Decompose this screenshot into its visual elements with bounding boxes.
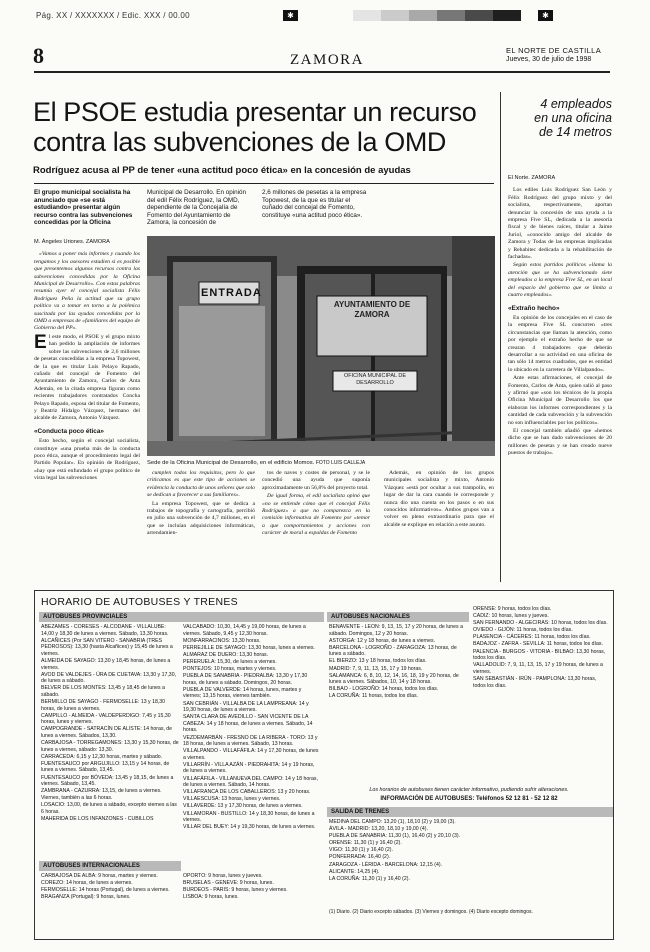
column-subheading: «Conducta poco ética» <box>34 427 104 435</box>
schedule-entry: VILLAESCUSA: 13 horas, lunes y viernes. <box>183 796 281 803</box>
photo-sign-ayuntamiento: AYUNTAMIENTO DE ZAMORA <box>333 300 411 319</box>
schedule-entry: LA CORUÑA: 11 horas, todos los días. <box>329 693 418 700</box>
schedule-entry: VILLALPANDO - VILLAFÁFILA: 14 y 17,30 horas, de lunes a viernes. <box>183 748 319 761</box>
article-paragraph: El este modo, el PSOE y el grupo mixto han pedido la ampliación de informes sobre las subvenciones de 2,6 millones de pesetas concedidas a la empresa Topowest, de la que es titular Luis Pelayo Rapado, cuñado del concejal de Fomento del Ayuntamiento de Zamora, Carlos de Anta Ademán, en la citada empresa figuran como recientes trabajadores contratados Concha Pelayo Rapado, esposa del titular de Fomento, y Beatriz Hidalgo Vázquez, hermano del alcalde de Zamora, Antonio Vázquez. <box>34 331 140 422</box>
sidebar-rule <box>500 92 501 582</box>
schedule-entry: VALCABADO: 10,30, 14,45 y 19,00 horas, de lunes a viernes. Sábado, 9,45 y 12,30 horas. <box>183 624 306 637</box>
train-entry: ORENSE: 11,30 (1) y 16,40 (2). <box>329 840 402 847</box>
schedule-entry: BRUSELAS - GENEVE: 9 horas, lunes. <box>183 880 274 887</box>
article-paragraph: «Vamos a poner más informes y cuando los tengamos y los asesores estudien si es posible que presentemos algunos recursos contra las subvenciones concedidas por la Oficina Municipal de Desarrollo». Con estas palabras resumía ayer el concejal socialista Félix Rodríguez Peña la actitud que su grupo político va a tomar en torno a la polémica suscitada por las ayudas concedidas por la OMD a empresas de «familiares del equipo de Gobierno del PP». <box>34 251 140 332</box>
schedule-entry: PERERUELA: 15,30, de lunes a viernes. <box>183 658 277 665</box>
sidebar-paragraph: Ante estas afirmaciones, el concejal de Fomento, Carlos de Anta, quien salió al paso y afirmó que «son los técnicos de la propia Oficina Municipal de Desarrollo los que elaboran los informes correspondientes y la cantidad de cada subvención y la subvención no son influenciables por los políticos». <box>508 375 612 426</box>
train-entry: ÁVILA - MADRID: 13,20, 18,10 y 19,00 (4). <box>329 826 428 833</box>
photo-caption-text: Sede de la Oficina Municipal de Desarrollo, en el edificio Momos. <box>147 460 315 466</box>
schedule-note: Los horarios de autobuses tienen carácter informativo, pudiendo sufrir alteraciones. <box>369 787 569 793</box>
schedule-entry: CADIZ: 10 horas, lunes y jueves. <box>473 613 549 620</box>
photo-plaque: OFICINA MUNICIPAL DE DESARROLLO <box>343 373 407 386</box>
sidebar-headline <box>508 97 612 139</box>
schedule-entry: VILLARRÍN - VILLA AZÁN - PIEDRAHITA: 14 y 19 horas, de lunes a viernes. <box>183 761 315 775</box>
schedule-entry: LISBOA: 9 horas, lunes. <box>183 894 239 901</box>
schedule-title: HORARIO DE AUTOBUSES Y TRENES <box>41 596 238 608</box>
schedule-entry: MAHERIDA DE LOS INFANZONES - CUBILLOS <box>41 815 154 822</box>
schedule-entry: VILLAVERDE: 13 y 17,30 horas, de lunes a viernes. <box>183 803 303 810</box>
schedule-entry: CARRACEDA: 6,15 y 12,30 horas, martes y sábado. <box>41 753 163 760</box>
schedule-entry: EL BIERZO: 13 y 18 horas, todos los días. <box>329 658 427 665</box>
schedule-entry: PERREJILLE DE SAYAGO: 13,30 horas, lunes a viernes. <box>183 644 315 651</box>
schedule-trenes-list <box>329 819 607 905</box>
article-paragraph: La empresa Topowest, que se dedica a trabajos de topografía y cartografía, percibió en julio una subvención de 4,7 millones, en el que se incluían adquisiciones informáticas, arrendamien- <box>147 500 255 537</box>
article-paragraph: De igual forma, el edil socialista opinó que «no se entiende cómo que el concejal Félix Rodríguez» a que no comparezca en la comisión informativa de Fomento por «temor a que comportamientos y acciones con carácter de moral a espaldas de Fomento <box>262 493 370 537</box>
schedule-entry: BARCELONA - LOGROÑO - ZARAGOZA: 13 horas, de lunes a sábado. <box>329 644 457 658</box>
sidebar-paragraph: Los ediles Luis Rodríguez San León y Félix Rodríguez del grupo mixto y del socialista, respectivamente, aportan denunciar la concesión de una ayuda a la empresa Five SL, dedicada a la asesoría fiscal y de bienes raíces, titular a Jaime Juriol, «conocido amigo del alcalde de Zamora y Todas de las empresas implicadas y Rehabitec dedicada a la rehabilitación de fachadas». <box>508 187 612 261</box>
train-entry: MEDINA DEL CAMPO: 13,20 (1), 18,10 (2) y 19,00 (3). <box>329 819 456 825</box>
headline-line-2: contra las subvenciones de la OMD <box>33 127 447 157</box>
schedule-entry: FERMOSELLE: 14 horas (Portugal), de lunes a viernes. <box>41 887 170 894</box>
schedule-entry: MONFARRACINOS: 13,30 horas. <box>183 637 261 644</box>
schedule-entry: PUEBLA DE VALVERDE: 14 horas, lunes, martes y viernes; 13,15 horas, viernes también. <box>183 686 302 700</box>
photo-caption <box>147 460 495 466</box>
schedule-entry: BELVER DE LOS MONTES: 13,45 y 18,45 de lunes a sábado. <box>41 685 165 698</box>
photo-sign-entrada: ENTRADA <box>201 287 262 299</box>
schedule-entry: LOSACIO: 13,00, de lunes a sábado, excepto viernes a las 6 horas. <box>41 801 177 815</box>
article-column-2 <box>147 470 255 585</box>
section-title: ZAMORA <box>290 52 365 68</box>
schedule-entry: CAMPOGRANDE - SATRACÍN DE ALISTE: 14 horas, de lunes a viernes. Sábados, 13,30. <box>41 726 173 739</box>
train-entry: PONFERRADA: 16,40 (2). <box>329 854 391 861</box>
schedule-section-header: AUTOBUSES INTERNACIONALES <box>39 861 181 871</box>
schedule-entry: VILLAR DEL BUEY: 14 y 19,30 horas, de lunes a viernes. <box>183 824 316 831</box>
sidebar-byline: El Norte. ZAMORA <box>508 175 556 181</box>
lead-paragraph-3: 2,6 millones de pesetas a la empresa Topowest, de la que es titular el cuñado del concejal de Fomento, constituye «una actitud poco ética». <box>262 189 367 219</box>
schedule-entry: CARBAJOSA - TORREGAMONES: 13,30 y 15,30 horas, de lunes a viernes, sábado: 13,30. <box>41 740 179 753</box>
sidebar-headline-line: en una oficina <box>534 111 612 125</box>
schedule-entry: ALMARAZ DE DUERO: 13,30 horas. <box>183 651 269 658</box>
schedule-entry: ABEZAMES - CORESES - ALCODANE - VILLALUBE: 14,00 y 18,30 de lunes a viernes. Sábado, 13,30 horas. <box>41 624 169 637</box>
schedule-entry: BADAJOZ - ZAFRA - SEVILLA: 11 horas, todos los días. <box>473 641 603 648</box>
drop-cap: E <box>34 331 47 353</box>
schedule-section-header: SALIDA DE TRENES <box>327 807 613 817</box>
article-paragraph: tos de naves y costes de personal, y se le concedió una ayuda que suponía aproximadamente un 56,8% del proyecto total. <box>262 470 370 491</box>
schedule-entry: PALENCIA - BURGOS - VITORIA - BILBAO: 13,30 horas, todos los días. <box>473 648 606 662</box>
lead-paragraph-1: El grupo municipal socialista ha anunciado que «se está estudiando» presentar algún recurso contra las subvenciones concedidas por la Oficina <box>34 189 133 227</box>
lead-paragraph-2: Municipal de Desarrollo. En opinión del edil Félix Rodríguez, la OMD, dependiente de la Concejalía de Fomento del Ayuntamiento de Zamora, la concesión de <box>147 189 247 227</box>
schedule-internacionales-col-1 <box>41 873 179 935</box>
schedule-entry: ALCAÑICES (Por SAN VITERO - SANABRIA (TRES PEDROSOS): 13,30 (hasta Alcañices) y 15,45 de lunes a viernes. <box>41 637 173 657</box>
schedule-entry: VEZDEMARBÁN - FRESNO DE LA RIBERA - TORO: 13 y 18 horas, de lunes a viernes. Sábado, 13 horas. <box>183 734 318 748</box>
article-paragraph: cumplen todos los requisitos, pero lo que criticamos es que este tipo de acciones se evidencia la conducta de unos señores que solo se dedican a favorecer a sus familiares». <box>147 470 255 499</box>
headline-line-1: El PSOE estudia presentar un recurso <box>33 97 477 127</box>
sidebar-headline-line: 4 empleados <box>540 97 612 111</box>
schedule-entry: CARBAJOSA DE ALBA: 9 horas, martes y viernes. <box>41 873 158 879</box>
schedule-entry: ALMEIDA DE SAYAGO: 13,30 y 18,45 horas, de lunes a viernes. <box>41 657 171 671</box>
newspaper-name: EL NORTE DE CASTILLA <box>506 46 602 55</box>
sidebar-subheading: «Extraño hecho» <box>508 304 560 312</box>
article-column-3 <box>262 470 370 585</box>
schedule-entry: OPORTO: 9 horas, lunes y jueves. <box>183 873 263 879</box>
article-paragraph: Esto hecho, según el concejal socialista, constituye «una prueba más de la conducta poco ética, aunque el procedimiento legal del Partido Popular». En opinión de Rodríguez, «hay que está enfundado el grupo político de vista legal las subvenciones <box>34 438 140 482</box>
sidebar-paragraph: El concejal también añadió que «hemos dicho que se han dado subvenciones de 20 millones de pesetas y se han creado nueve puestos de trabajo». <box>508 428 612 457</box>
schedule-entry: PONTEJOS: 10 horas, martes y viernes. <box>183 666 277 673</box>
schedule-entry: PLASENCIA - CÁCERES: 11 horas, todos los días. <box>473 634 591 641</box>
schedule-section-header: AUTOBUSES NACIONALES <box>327 612 469 622</box>
schedule-entry: SAN CEBRIÁN - VILLALBA DE LA LAMPREANA: 14 y 19,30 horas, de lunes a viernes. <box>183 700 309 714</box>
sidebar-headline-line: de 14 metros <box>539 125 612 139</box>
photo-credit: FOTO LUIS CALLEJA <box>315 460 366 466</box>
article-column-4 <box>384 470 494 585</box>
schedule-entry: VILLAMORAN - BUSTILLO: 14 y 18,30 horas, de lunes a viernes. <box>183 810 315 824</box>
schedule-entry: OVIEDO - GIJÓN: 11 horas, todos los días. <box>473 627 573 634</box>
schedule-entry: SAN FERNANDO - ALGECIRAS: 10 horas, todos los días. <box>473 620 608 627</box>
folio-meta: Pág. XX / XXXXXXX / Edic. XXX / 00.00 <box>36 11 190 20</box>
sidebar-column <box>508 172 612 584</box>
train-entry: PUEBLA DE SANABRIA: 11,30 (1), 16,40 (2) y 20,10 (3). <box>329 833 461 840</box>
schedule-nacionales-col-2 <box>473 606 609 782</box>
register-mark-icon: ✱ <box>538 10 553 21</box>
train-entry: ZARAGOZA - LÉRIDA - BARCELONA: 12,15 (4). <box>329 861 443 868</box>
schedule-entry: SALAMANCA: 6, 8, 10, 12, 14, 16, 18, 19 y 20 horas, de lunes a viernes. Sábados, 10, 14 y 18 horas. <box>329 672 459 686</box>
train-entry: ALICANTE: 14,25 (4). <box>329 868 380 875</box>
schedule-entry: ASTORGA: 12 y 18 horas, de lunes a viernes. <box>329 637 436 644</box>
office-entrance-photo <box>147 236 495 456</box>
schedule-section-header: AUTOBUSES PROVINCIALES <box>39 612 324 622</box>
schedule-entry: AVOD DE VALDEJES - ÚRA DE CUETAVA: 13,30 y 17,30, de lunes a sábado. <box>41 671 177 685</box>
train-entry: VIGO: 11,30 (1) y 16,40 (2). <box>329 847 393 854</box>
schedule-entry: SAN SEBASTIÁN - IRÚN - PAMPLONA: 13,30 horas, todos los días. <box>473 675 597 689</box>
byline: M. Ángeles Uriones. ZAMORA <box>34 239 110 245</box>
article-column-1 <box>34 236 140 586</box>
schedule-phone: INFORMACIÓN DE AUTOBUSES: Teléfonos 52 12 81 - 52 12 82 <box>380 796 558 802</box>
page-number: 8 <box>33 43 44 68</box>
schedule-entry: BURDEOS - PARIS: 9 horas, lunes y viernes. <box>183 887 288 894</box>
schedule-entry: SANTA CLARA DE AVEDILLO - SAN VICENTE DE LA CABEZA: 14 y 18 horas, de lunes a viernes. Sábado, 14 horas. <box>183 714 313 734</box>
schedule-entry: BENAVENTE - LEÓN: 9, 13, 15, 17 y 20 horas, de lunes a sábado. Domingos, 12 y 20 horas. <box>329 624 463 637</box>
color-bar <box>353 10 521 21</box>
schedule-entry: MADRID: 7, 9, 11, 13, 15, 17 y 19 horas. <box>329 665 423 672</box>
header-rule <box>34 71 610 73</box>
issue-date: Jueves, 30 de julio de 1998 <box>506 56 592 63</box>
train-entry: LA CORUÑA: 11,30 (1) y 16,40 (2). <box>329 875 410 882</box>
schedule-entry: VALLADOLID: 7, 9, 11, 13, 15, 17 y 19 horas, de lunes a viernes. <box>473 662 603 675</box>
schedule-nacionales-col-1 <box>329 624 469 784</box>
schedule-internacionales-col-2 <box>183 873 319 935</box>
schedule-entry: BRAGANZA (Portugal): 9 horas, lunes. <box>41 894 131 901</box>
schedule-entry: VILLAFRANCA DE LOS CABALLEROS: 13 y 20 horas. <box>183 789 311 796</box>
schedule-train-notes: (1) Diario. (2) Diario excepto sábados. (3) Viernes y domingos. (4) Diario excepto domingos. <box>329 909 533 915</box>
article-paragraph: Además, en opinión de los grupos municipales socialista y mixto, Antonio Vázquez «está por ocultar a sus trampolín, en lugar de dar la cara cuando le corresponde y nunca dio una cuenta en los pasos o en sus conocidos informativos». Ambos grupos van a volver en pleno extraordinario para que el alcalde se explique en relación a este asunto. <box>384 470 494 528</box>
sidebar-paragraph: Según estos partidos políticos «llama la atención que se ha subvencionado siete empleados a la empresa Five SL, en un local del espacio del gobierno que se limita a cuatro empleados». <box>508 262 612 299</box>
schedule-entry: FUENTESAUCO por ARGUJILLO: 13,15 y 14 horas, de lunes a viernes. Sábado, 13,45. <box>41 760 170 774</box>
article-photo <box>147 236 495 456</box>
schedule-entry: BERMILLO DE SAYAGO - FERMOSELLE: 13 y 18,30 horas, de lunes a viernes. <box>41 699 166 712</box>
subheadline: Rodríguez acusa al PP de tener «una actitud poco ética» en la concesión de ayudas <box>33 165 411 176</box>
schedule-entry: ORENSE: 9 horas, todos los días. <box>473 606 552 612</box>
schedule-entry: COREZO: 14 horas, de lunes a viernes. <box>41 880 133 887</box>
schedule-provinciales-col-1 <box>41 624 179 856</box>
schedule-box <box>34 590 614 940</box>
register-mark-icon: ✱ <box>283 10 298 21</box>
schedule-entry: BILBAO - LOGROÑO: 14 horas, todos los días. <box>329 686 439 693</box>
schedule-entry: FUENTESAUCO por BÓVEDA: 13,45 y 18,15, de lunes a viernes. Sábado, 13,45. <box>41 774 174 788</box>
schedule-entry: PUEBLA DE SANABRIA - PIEDRALBA: 13,30 y 17,30 horas, de lunes a sábado. Domingos, 20 horas. <box>183 673 308 686</box>
subhead-rule <box>34 183 494 184</box>
sidebar-paragraph: En opinión de los concejales en el caso de la empresa Five SL concurren «tres circunstancias que llaman la atención, como por ejemplo el extraño hecho de que se crearan 4 trabajadores que deberán desarrollar a su actividad en una oficina de tan sólo 14 metros cuadrados, que es entidad lo ubicado en la carretera de Villalpando». <box>508 314 612 373</box>
schedule-entry: CAMPILLO - ALMEIDA - VALDEPERDIGO: 7,45 y 15,30 horas, lunes y viernes. <box>41 712 171 726</box>
schedule-entry: ZAMBRANA - CAZURRA: 13,15, de lunes a viernes. Viernes, también a las 6 horas. <box>41 788 162 801</box>
schedule-entry: VILLAFÁFILA - VILLANUEVA DEL CAMPO: 14 y 18 horas, de lunes a viernes. Sábado, 14 horas. <box>183 775 318 789</box>
